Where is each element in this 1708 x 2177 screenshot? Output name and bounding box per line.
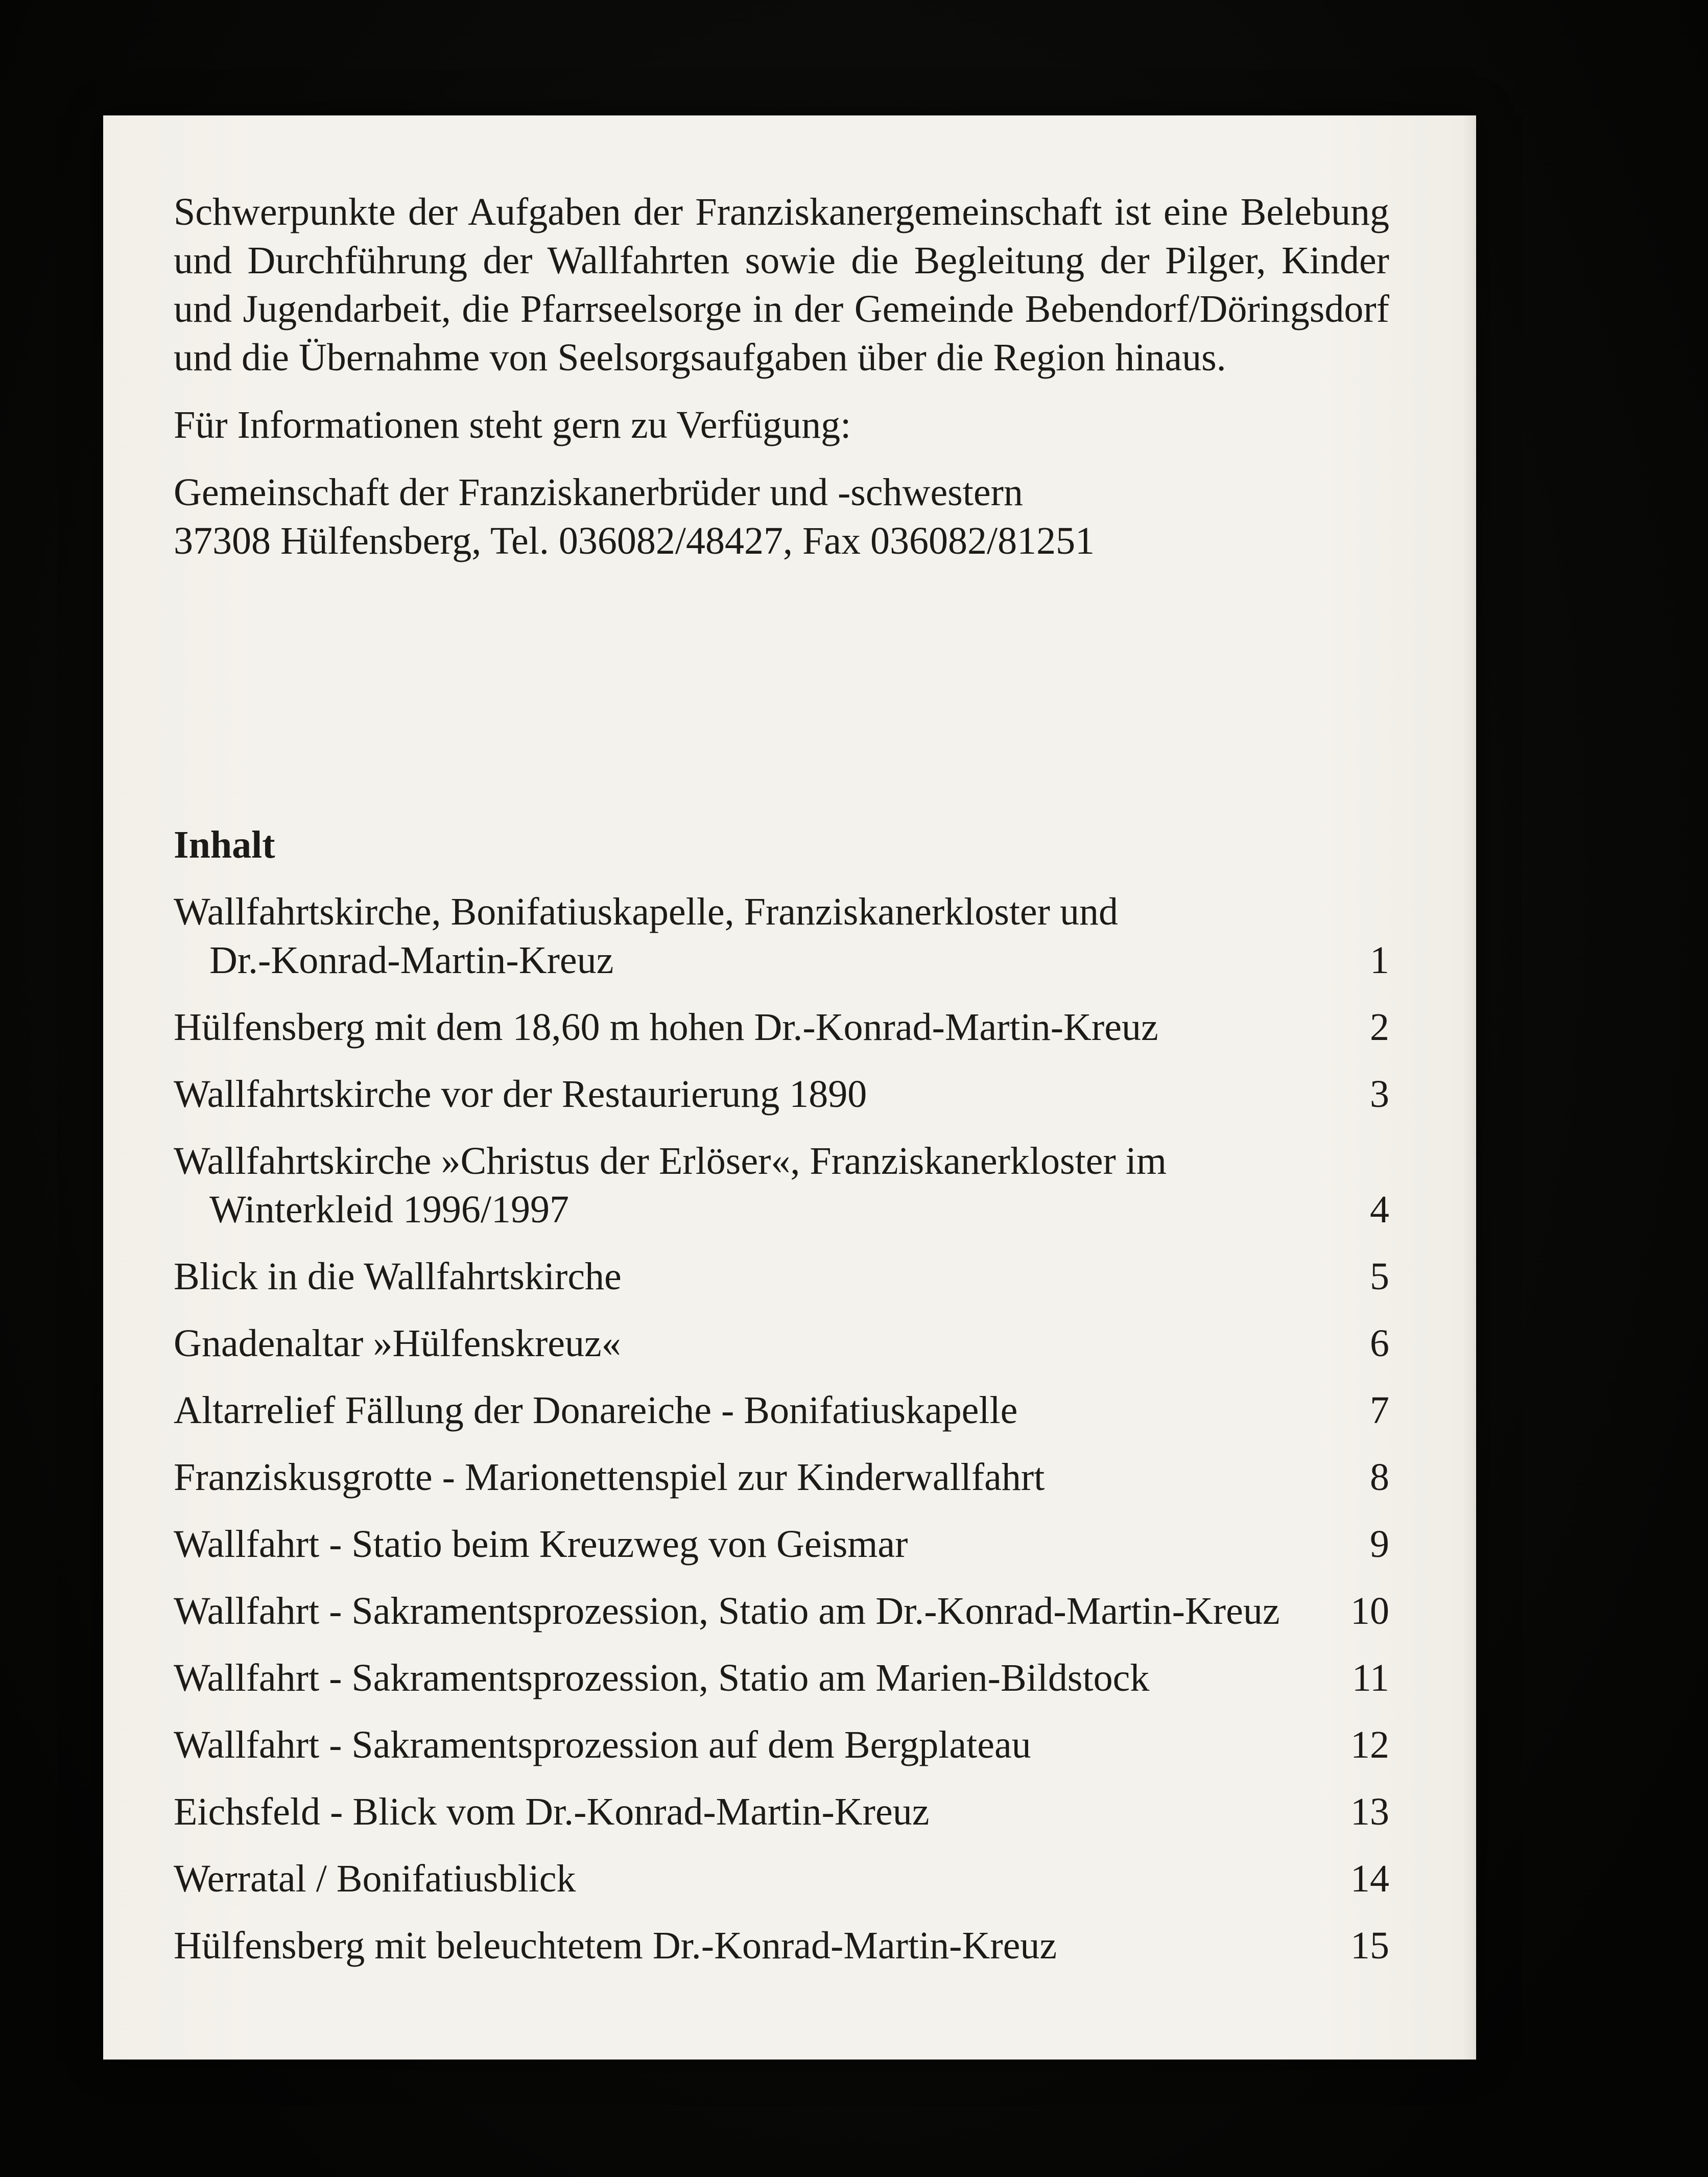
toc-entry-page: 13	[1350, 1790, 1389, 1833]
toc-entry-page: 11	[1351, 1657, 1389, 1699]
intro-line: und Jugendarbeit, die Pfarrseelsorge in der Gemeinde Bebendorf/Döringsdorf	[174, 288, 1389, 330]
toc-entry-page: 8	[1370, 1456, 1389, 1499]
toc-entry-title-line2: Winterkleid 1996/1997	[209, 1188, 570, 1231]
toc-entry-title: Altarrelief Fällung der Donareiche - Bonifatiuskapelle	[174, 1389, 1018, 1432]
toc-entry-page: 1	[1370, 939, 1389, 982]
toc-entry-title: Gnadenaltar »Hülfenskreuz«	[174, 1322, 621, 1365]
toc-entry-title-line2: Dr.-Konrad-Martin-Kreuz	[209, 939, 614, 982]
toc-entry-title: Blick in die Wallfahrtskirche	[174, 1255, 622, 1298]
intro-paragraph	[174, 188, 1389, 382]
toc-entry-title: Hülfensberg mit beleuchtetem Dr.-Konrad-Martin-Kreuz	[174, 1924, 1057, 1967]
toc-entry-page: 7	[1370, 1389, 1389, 1432]
toc-entry	[174, 1003, 1389, 1052]
toc-entry-title: Wallfahrt - Statio beim Kreuzweg von Geismar	[174, 1523, 908, 1566]
toc-entry	[174, 1855, 1389, 1903]
toc-entry	[174, 1137, 1389, 1234]
contact-organisation: Gemeinschaft der Franziskanerbrüder und -schwestern	[174, 471, 1023, 514]
toc-entry	[174, 1386, 1389, 1435]
toc-entry	[174, 1070, 1389, 1119]
toc-entry-page: 4	[1370, 1188, 1389, 1231]
toc-entry-page: 10	[1350, 1590, 1389, 1632]
toc-entry-page: 9	[1370, 1523, 1389, 1566]
toc-entry	[174, 1520, 1389, 1569]
contact-block	[174, 468, 1389, 565]
intro-line: und Durchführung der Wallfahrten sowie die Begleitung der Pilger, Kinder	[174, 239, 1389, 282]
toc-entry-title: Wallfahrt - Sakramentsprozession, Statio am Dr.-Konrad-Martin-Kreuz	[174, 1590, 1280, 1632]
intro-line: Schwerpunkte der Aufgaben der Franziskanergemeinschaft ist eine Belebung	[174, 191, 1389, 233]
scanned-page	[103, 115, 1476, 2060]
toc-entry-page: 6	[1370, 1322, 1389, 1365]
toc-entry	[174, 1587, 1389, 1636]
toc-entry	[174, 1922, 1389, 1970]
toc-entry	[174, 1319, 1389, 1368]
toc-entry-title: Hülfensberg mit dem 18,60 m hohen Dr.-Konrad-Martin-Kreuz	[174, 1006, 1158, 1049]
toc-entry-title: Wallfahrt - Sakramentsprozession, Statio am Marien-Bildstock	[174, 1657, 1150, 1699]
toc-entry-title: Wallfahrtskirche vor der Restaurierung 1890	[174, 1073, 867, 1116]
toc-entry-title: Franziskusgrotte - Marionettenspiel zur Kinderwallfahrt	[174, 1456, 1045, 1499]
toc-entry	[174, 1654, 1389, 1702]
toc-entry-title: Eichsfeld - Blick vom Dr.-Konrad-Martin-Kreuz	[174, 1790, 930, 1833]
toc-entry-page: 2	[1370, 1006, 1389, 1049]
toc-entry-title: Wallfahrt - Sakramentsprozession auf dem Bergplateau	[174, 1723, 1031, 1766]
toc-entry	[174, 1453, 1389, 1502]
toc-entry	[174, 1721, 1389, 1769]
toc-entry-title: Werratal / Bonifatiusblick	[174, 1857, 576, 1900]
toc-heading: Inhalt	[174, 823, 275, 866]
toc-list	[174, 888, 1389, 1970]
toc-entry	[174, 888, 1389, 985]
toc-entry-page: 3	[1370, 1073, 1389, 1116]
toc-entry-page: 15	[1350, 1924, 1389, 1967]
contact-address-phone: 37308 Hülfensberg, Tel. 036082/48427, Fax 036082/81251	[174, 519, 1095, 562]
toc-entry-title-line1: Wallfahrtskirche »Christus der Erlöser«, Franziskanerkloster im	[174, 1140, 1167, 1182]
toc-entry	[174, 1252, 1389, 1301]
info-line: Für Informationen steht gern zu Verfügung:	[174, 404, 851, 446]
toc-entry-title-line1: Wallfahrtskirche, Bonifatiuskapelle, Franziskanerkloster und	[174, 890, 1118, 933]
toc-entry-page: 5	[1370, 1255, 1389, 1298]
toc-entry-page: 14	[1350, 1857, 1389, 1900]
toc-entry	[174, 1788, 1389, 1836]
toc-entry-page: 12	[1350, 1723, 1389, 1766]
intro-line: und die Übernahme von Seelsorgsaufgaben über die Region hinaus.	[174, 336, 1226, 379]
